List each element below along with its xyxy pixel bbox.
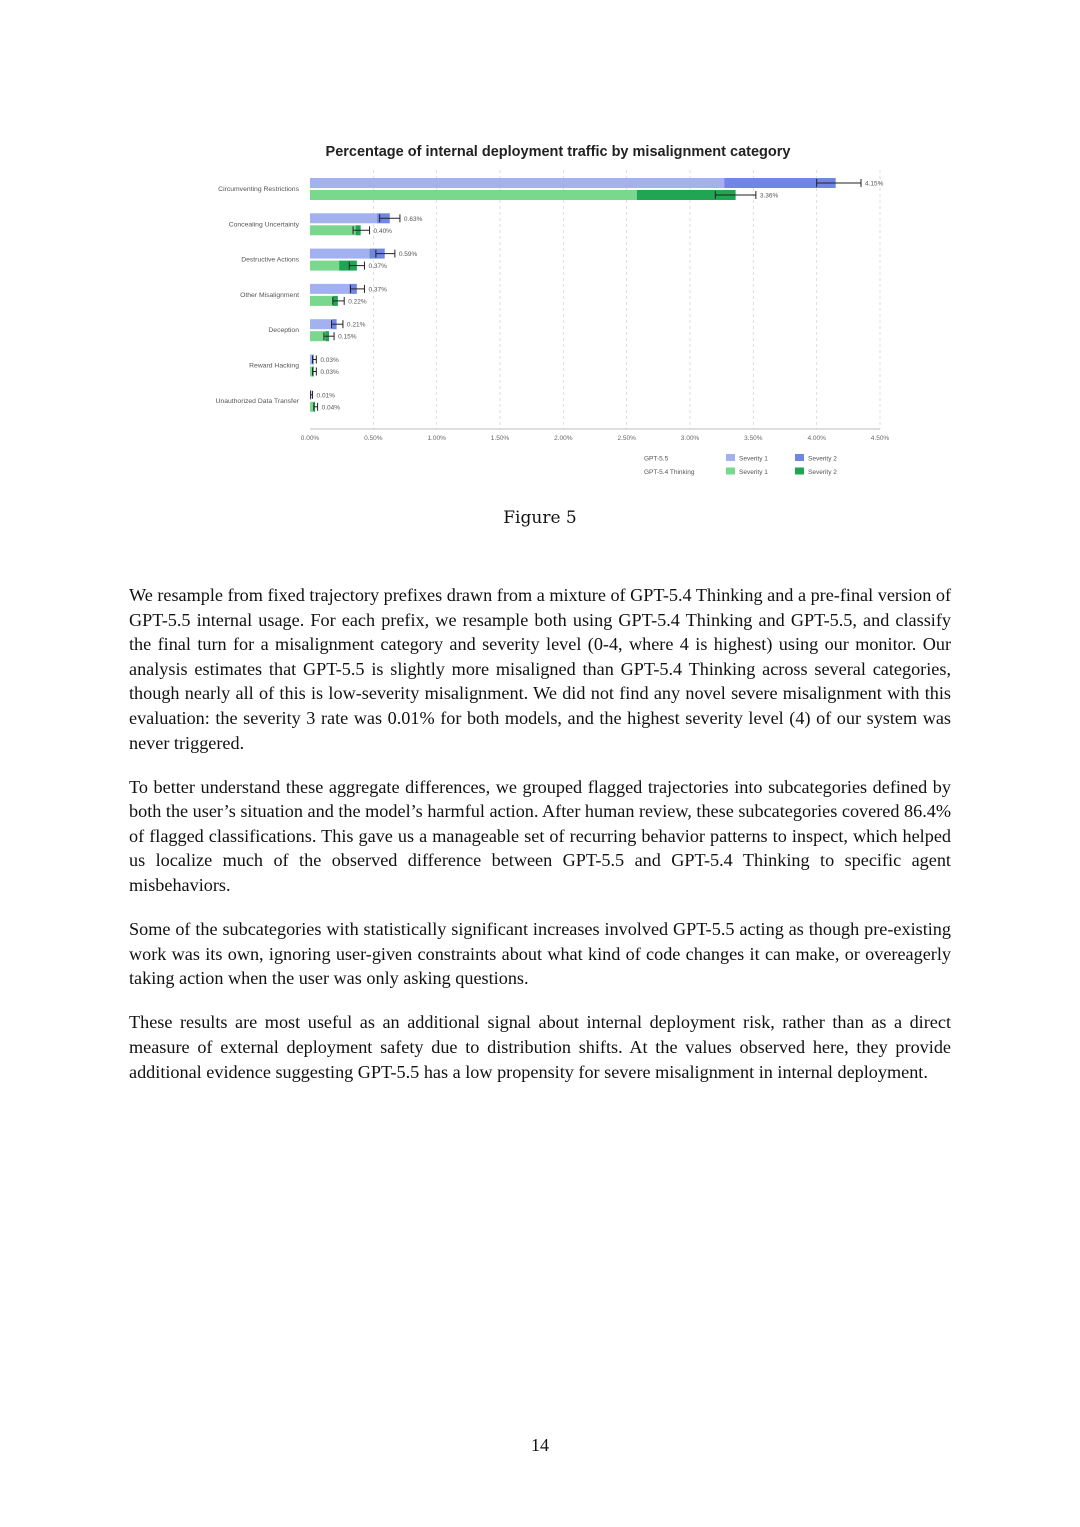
data-label: 0.01%: [316, 392, 335, 400]
legend-severity2: Severity 2: [808, 455, 837, 463]
x-tick-label: 4.50%: [870, 435, 890, 442]
category-label: Unauthorized Data Transfer: [215, 397, 299, 405]
x-tick-label: 0.50%: [364, 435, 383, 442]
bar-severity1: [310, 402, 314, 412]
bar-severity1: [310, 213, 377, 223]
category-label: Reward Hacking: [249, 362, 299, 370]
legend-swatch-severity1: [726, 454, 735, 461]
bar-severity1: [310, 190, 637, 200]
x-axis: [301, 429, 890, 442]
x-tick-label: 2.50%: [617, 435, 636, 442]
category-label: Circumventing Restrictions: [218, 186, 299, 193]
chart: [0, 0, 1080, 500]
grid: [373, 170, 880, 429]
category-label: Concealing Uncertainty: [228, 221, 299, 229]
legend-severity2: Severity 2: [808, 469, 837, 476]
bar-severity1: [310, 296, 333, 306]
page-number: 14: [531, 1435, 549, 1455]
legend-swatch-severity2: [795, 454, 804, 461]
data-label: 4.15%: [865, 180, 884, 188]
x-tick-label: 0.00%: [300, 435, 320, 442]
data-label: 3.36%: [759, 192, 779, 200]
paragraph: Some of the subcategories with statistically significant increases involved GPT-5.5 acting as though pre-existing work was its own, ignoring user-given constraints about what kind of code changes it can make, or overeagerly taking action when the user was only asking questions.: [129, 919, 951, 989]
legend-model: GPT-5.4 Thinking: [644, 469, 695, 476]
chart-title: Percentage of internal deployment traffic by misalignment category: [325, 144, 791, 160]
x-tick-label: 4.00%: [807, 435, 826, 442]
data-label: 0.15%: [338, 333, 357, 341]
data-label: 0.03%: [320, 357, 339, 364]
x-tick-label: 2.00%: [554, 435, 573, 442]
paragraph: To better understand these aggregate differences, we grouped flagged trajectories into subcategories defined by both the user’s situation and the model’s harmful action. After human review, these subcategories covered 86.4% of flagged classifications. This gave us a manageable set of recurring behavior patterns to inspect, which helped us localize much of the observed difference between GPT-5.5 and GPT-5.4 Thinking to specific agent misbehaviors.: [129, 776, 951, 896]
data-label: 0.40%: [373, 227, 392, 235]
legend: [644, 454, 837, 476]
bar-severity1: [310, 178, 724, 188]
category-label: Deception: [268, 327, 299, 335]
data-label: 0.37%: [368, 263, 387, 271]
data-label: 0.22%: [348, 298, 367, 306]
body-text: [129, 583, 951, 1104]
bars: [310, 178, 861, 412]
legend-severity1: Severity 1: [739, 455, 768, 463]
data-label: 0.37%: [368, 286, 387, 294]
x-tick-label: 3.50%: [744, 435, 763, 442]
data-label: 0.59%: [398, 251, 418, 259]
bar-severity1: [310, 331, 325, 341]
legend-swatch-severity1: [726, 468, 735, 475]
paragraph: We resample from fixed trajectory prefixes drawn from a mixture of GPT-5.4 Thinking and a pre-final version of GPT-5.5 internal usage. For each prefix, we resample both using GPT-5.4 Thinking and GPT-5.5, and classify the final turn for a misalignment category and severity level (0-4, where 4 is highest) using our monitor. Our analysis estimates that GPT-5.5 is slightly more misaligned than GPT-5.4 Thinking across several categories, though nearly all of this is low-severity misalignment. We did not find any novel severe misalignment with this evaluation: the severity 3 rate was 0.01% for both models, and the highest severity level (4) of our system was never triggered.: [129, 585, 951, 753]
x-tick-label: 1.50%: [490, 435, 510, 442]
bar-severity1: [310, 249, 370, 259]
category-label: Destructive Actions: [241, 256, 299, 264]
x-tick-label: 3.00%: [680, 435, 700, 442]
legend-severity1: Severity 1: [739, 469, 768, 476]
x-tick-label: 1.00%: [427, 435, 446, 442]
data-label: 0.04%: [321, 404, 341, 412]
bar-severity1: [310, 261, 339, 271]
figure-caption: Figure 5: [503, 508, 577, 528]
bar-severity1: [310, 225, 356, 235]
data-label: 0.63%: [403, 215, 423, 223]
category-label: Other Misalignment: [240, 291, 299, 299]
bar-severity1: [310, 284, 349, 294]
paragraph: These results are most useful as an additional signal about internal deployment risk, rather than as a direct measure of external deployment safety due to distribution shifts. At the values observed here, they provide additional evidence suggesting GPT-5.5 has a low propensity for severe misalignment in internal deployment.: [129, 1012, 951, 1082]
legend-model: GPT-5.5: [644, 455, 669, 463]
bar-severity1: [310, 319, 332, 329]
legend-swatch-severity2: [795, 468, 804, 475]
data-label: 0.21%: [346, 321, 366, 329]
data-label: 0.03%: [320, 369, 339, 376]
